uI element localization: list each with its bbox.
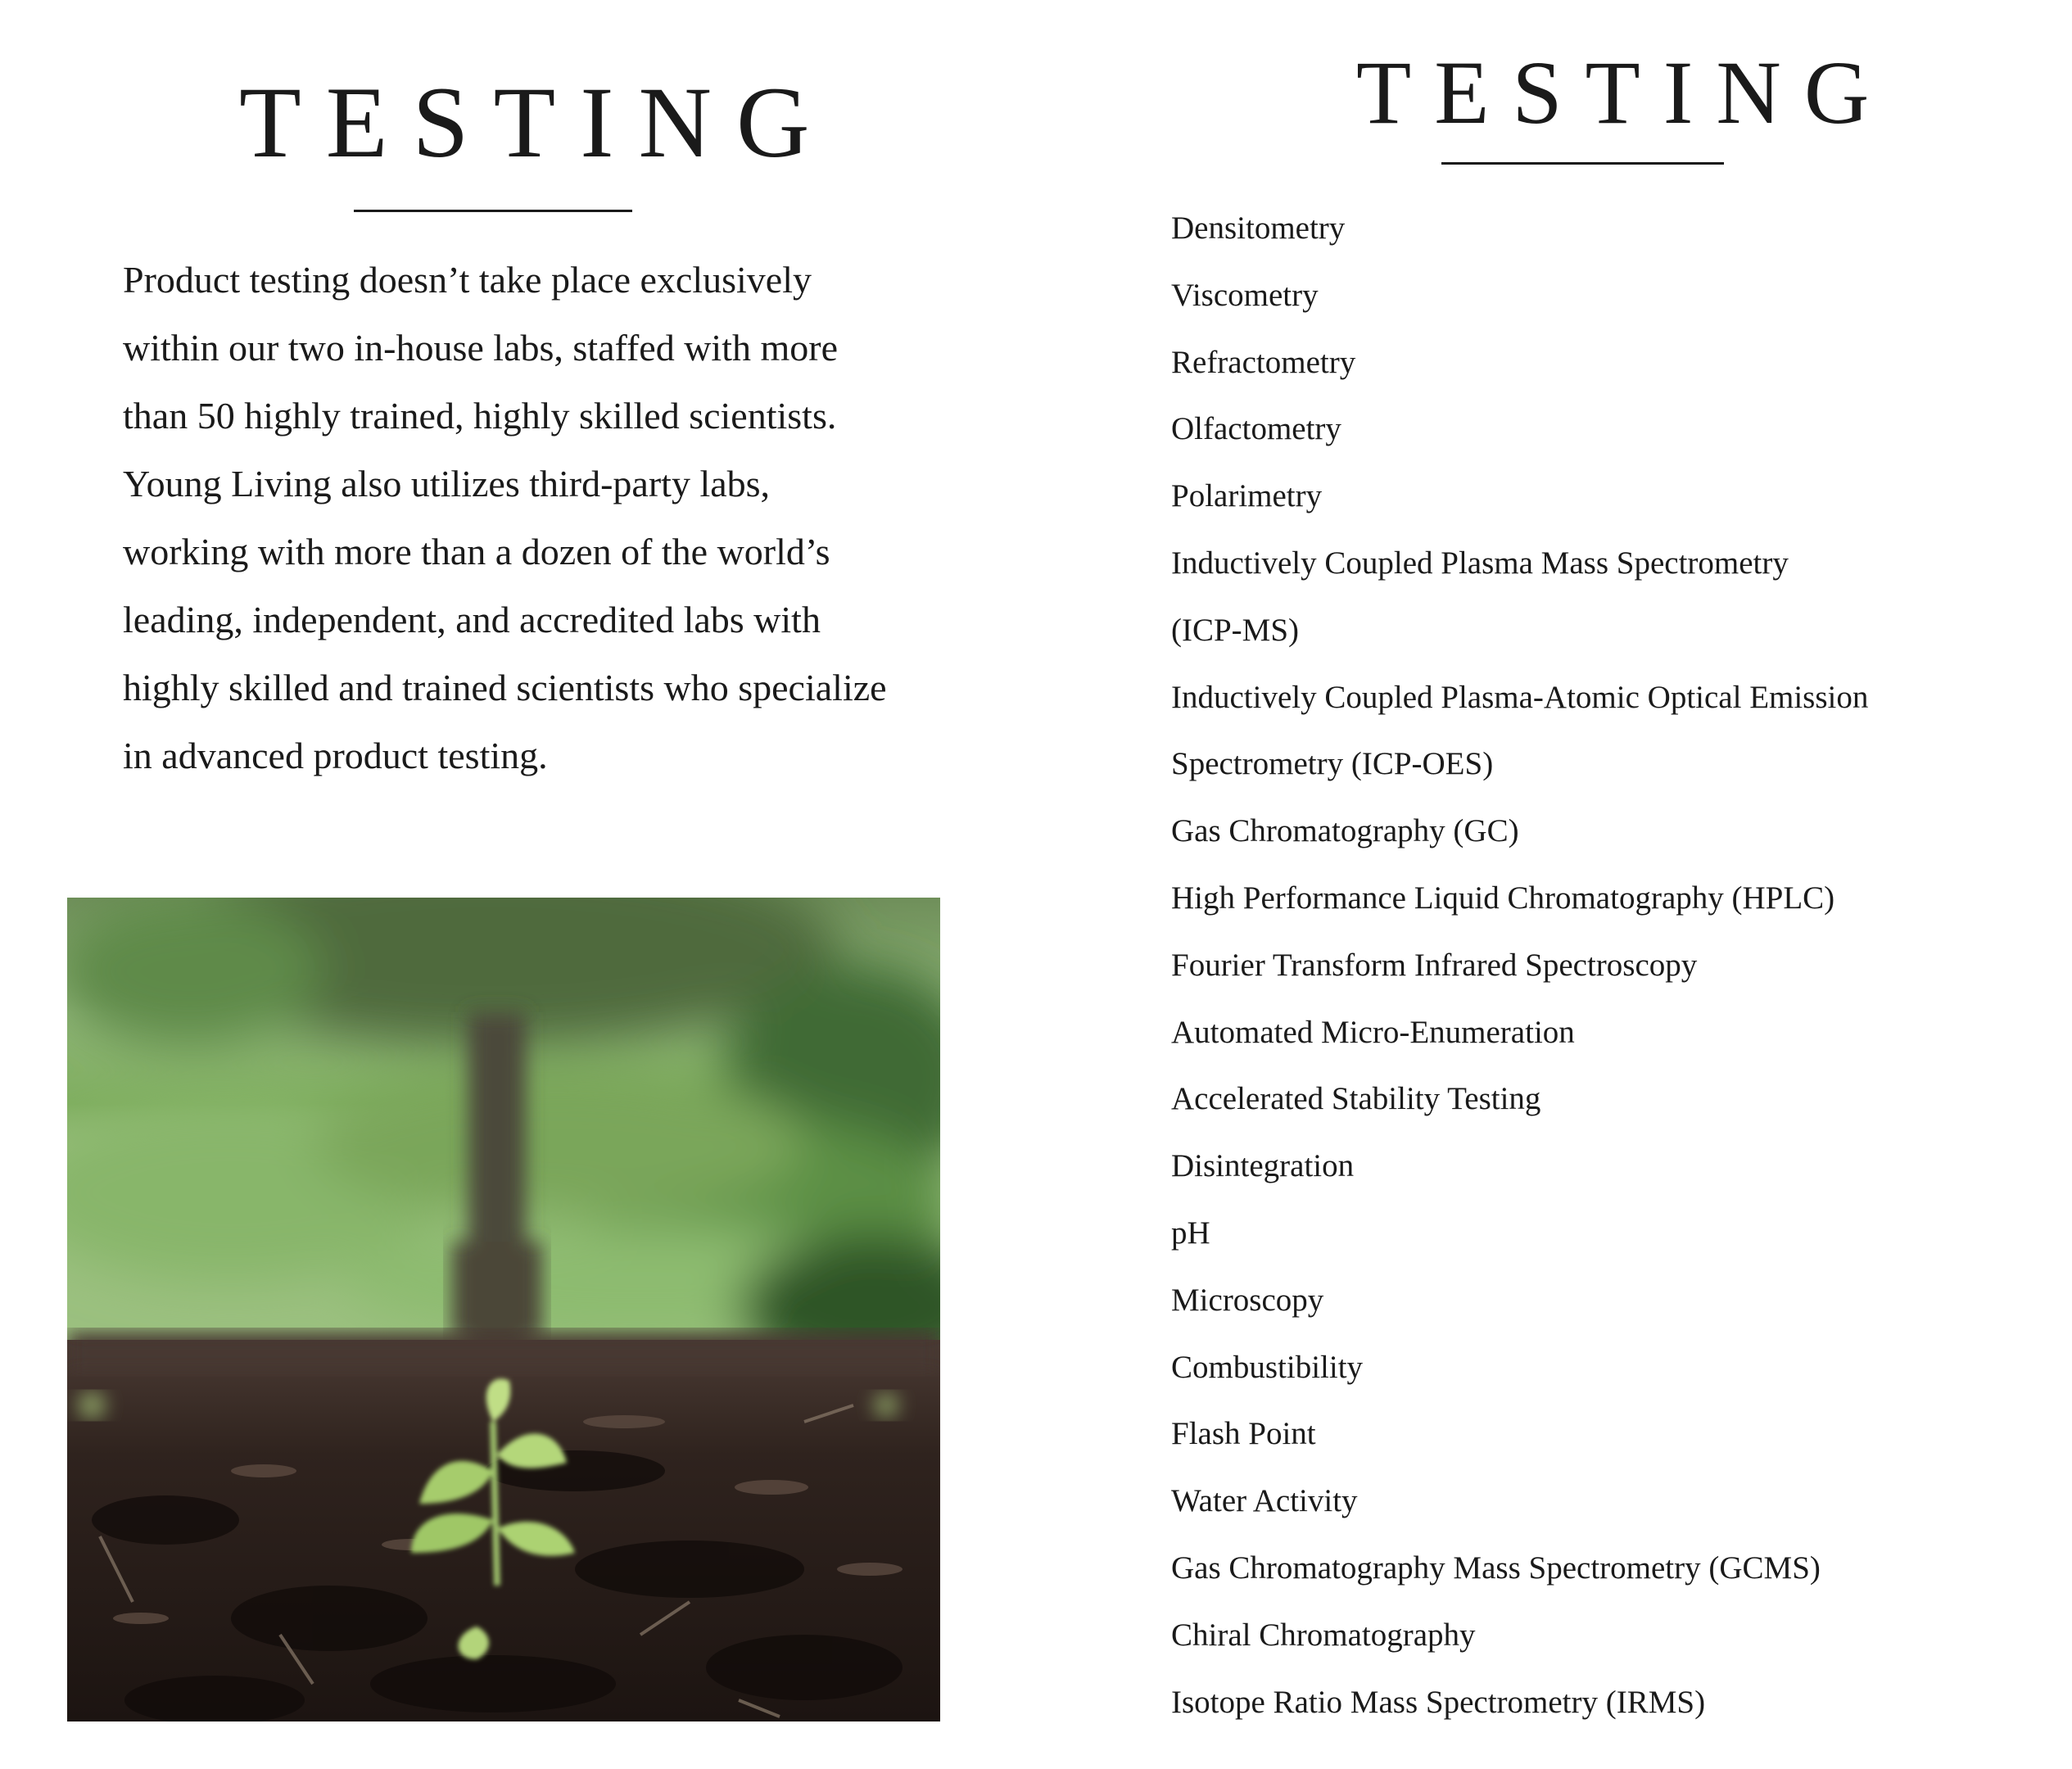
list-item: Densitometry: [1171, 210, 1346, 246]
list-item: Inductively Coupled Plasma Mass Spectrometry: [1171, 545, 1789, 581]
list-item: Viscometry: [1171, 277, 1319, 313]
list-item: Spectrometry (ICP-OES): [1171, 746, 1494, 782]
list-item: Gas Chromatography (GC): [1171, 813, 1519, 849]
intro-paragraph-2: Young Living also utilizes third-party labs, working with more than a dozen of the world’s leading, independent, and accredited labs with highly skilled and trained scientists who specialize in advanced product testing.: [123, 463, 887, 776]
left-column: [0, 0, 999, 1769]
list-item: Polarimetry: [1171, 478, 1323, 514]
intro-text: [123, 246, 901, 789]
seedling-image: [67, 898, 940, 1721]
list-item: Olfactometry: [1171, 411, 1341, 447]
testing-methods-list: [1171, 195, 2031, 1735]
intro-paragraph-1: Product testing doesn’t take place exclusively within our two in-house labs, staffed with more than 50 highly trained, highly skilled scientists.: [123, 259, 839, 437]
list-item: Chiral Chromatography: [1171, 1617, 1476, 1653]
list-item: Fourier Transform Infrared Spectroscopy: [1171, 947, 1698, 983]
list-item: Flash Point: [1171, 1416, 1316, 1452]
list-item: Water Activity: [1171, 1483, 1358, 1519]
left-title: TESTING: [239, 66, 835, 179]
list-item: Inductively Coupled Plasma-Atomic Optical Emission: [1171, 679, 1869, 715]
list-item: High Performance Liquid Chromatography (HPLC): [1171, 880, 1835, 916]
left-title-rule: [354, 210, 632, 212]
list-item: (ICP-MS): [1171, 612, 1300, 648]
right-title: TESTING: [1356, 43, 1893, 143]
list-item: Accelerated Stability Testing: [1171, 1081, 1541, 1117]
list-item: Disintegration: [1171, 1148, 1355, 1184]
list-item: Gas Chromatography Mass Spectrometry (GCMS): [1171, 1550, 1821, 1586]
list-item: Combustibility: [1171, 1349, 1364, 1385]
list-item: Automated Micro-Enumeration: [1171, 1014, 1575, 1050]
seedling-photo: [67, 898, 940, 1721]
right-title-rule: [1441, 162, 1724, 165]
list-item: pH: [1171, 1215, 1210, 1251]
list-item: Refractometry: [1171, 344, 1356, 380]
right-column: [1130, 0, 2031, 1769]
list-item: Microscopy: [1171, 1282, 1324, 1318]
list-item: Isotope Ratio Mass Spectrometry (IRMS): [1171, 1684, 1706, 1720]
